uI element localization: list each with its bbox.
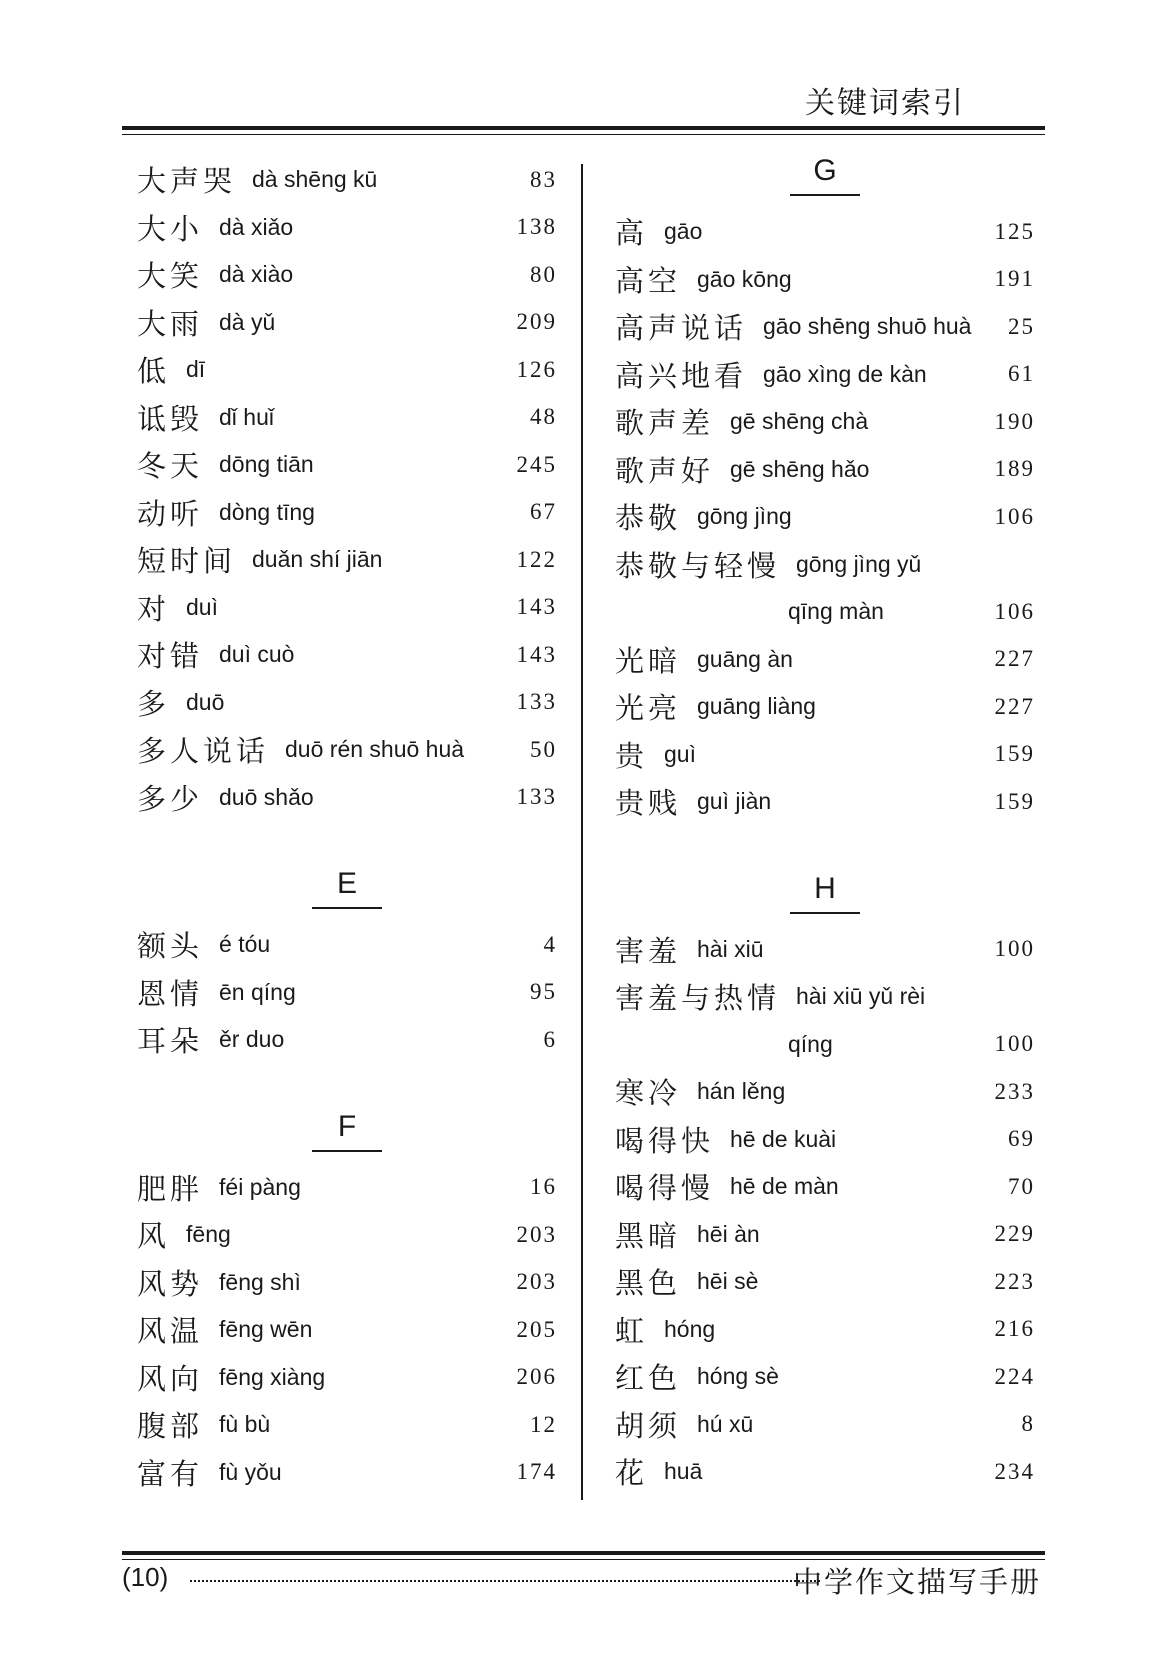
index-entry xyxy=(615,1211,1035,1259)
index-entry xyxy=(137,1164,557,1212)
entry-page-number: 159 xyxy=(994,788,1035,814)
index-entry xyxy=(137,1354,557,1402)
entry-page-number: 16 xyxy=(530,1174,557,1200)
section-gap xyxy=(137,821,557,861)
entry-term: 腹部 xyxy=(137,1409,204,1444)
entry-page-number: 50 xyxy=(530,736,557,762)
entry-pinyin: duì cuò xyxy=(219,641,295,668)
entry-pinyin: guāng àn xyxy=(697,645,793,672)
entry-pinyin: fēng xyxy=(186,1221,231,1248)
entry-pinyin: gāo shēng shuō huà xyxy=(763,313,972,340)
entry-term: 贵 xyxy=(615,738,649,773)
entry-pinyin: duō shǎo xyxy=(219,783,314,810)
entry-term: 喝得快 xyxy=(615,1123,715,1158)
entry-page-number: 100 xyxy=(994,1031,1035,1057)
entry-pinyin: guì jiàn xyxy=(697,788,772,815)
entry-page-number: 95 xyxy=(530,979,557,1005)
entry-term: 富有 xyxy=(137,1456,204,1491)
entry-page-number: 70 xyxy=(1008,1173,1035,1199)
index-entry xyxy=(137,394,557,442)
entry-pinyin: hài xiū yǔ rèi xyxy=(796,983,926,1010)
entry-page-number: 138 xyxy=(516,214,557,240)
entry-term: 恭敬 xyxy=(615,501,682,536)
index-entry xyxy=(137,1449,557,1497)
entry-term: 风向 xyxy=(137,1361,204,1396)
index-entry xyxy=(615,351,1035,399)
section-heading-g xyxy=(615,148,1035,208)
entry-term: 黑暗 xyxy=(615,1218,682,1253)
entry-page-number: 133 xyxy=(516,689,557,715)
entry-page-number: 206 xyxy=(516,1364,557,1390)
entry-pinyin: gē shēng chà xyxy=(730,408,869,435)
footer-rule-thick xyxy=(122,1551,1045,1555)
entry-term: 胡须 xyxy=(615,1408,682,1443)
header-rule-thin xyxy=(122,134,1045,135)
index-entry xyxy=(615,973,1035,1021)
section-f-list xyxy=(137,1164,557,1497)
index-entry xyxy=(615,256,1035,304)
entry-pinyin: gāo xyxy=(664,218,703,245)
entry-page-number: 122 xyxy=(516,546,557,572)
entry-term: 耳朵 xyxy=(137,1024,204,1059)
entry-page-number: 245 xyxy=(516,451,557,477)
entry-pinyin: hú xū xyxy=(697,1410,754,1437)
entry-pinyin: dī xyxy=(186,356,206,383)
entry-page-number: 125 xyxy=(994,218,1035,244)
section-gap xyxy=(137,1064,557,1104)
entry-page-number: 8 xyxy=(1021,1411,1035,1437)
entry-term: 寒冷 xyxy=(615,1076,682,1111)
entry-pinyin: hóng sè xyxy=(697,1363,779,1390)
header-rule-thick xyxy=(122,126,1045,130)
entry-page-number: 159 xyxy=(994,741,1035,767)
entry-term: 恭敬与轻慢 xyxy=(615,548,781,583)
index-entry xyxy=(137,1306,557,1354)
entry-page-number: 25 xyxy=(1008,313,1035,339)
entry-term: 贵贱 xyxy=(615,786,682,821)
index-entry xyxy=(137,584,557,632)
entry-pinyin: dòng tīng xyxy=(219,498,315,525)
entry-term: 红色 xyxy=(615,1361,682,1396)
index-entry xyxy=(137,679,557,727)
index-entry xyxy=(137,299,557,347)
index-entry xyxy=(137,1259,557,1307)
entry-term: 歌声差 xyxy=(615,406,715,441)
entry-term: 动听 xyxy=(137,496,204,531)
section-gap xyxy=(615,826,1035,866)
index-entry xyxy=(615,398,1035,446)
index-entry xyxy=(615,1258,1035,1306)
index-entry xyxy=(615,1116,1035,1164)
entry-pinyin: guì xyxy=(664,740,696,767)
entry-pinyin: féi pàng xyxy=(219,1173,301,1200)
entry-page-number: 83 xyxy=(530,166,557,192)
section-underline xyxy=(312,907,382,909)
entry-page-number: 106 xyxy=(994,503,1035,529)
entry-pinyin: hē de màn xyxy=(730,1173,839,1200)
section-heading-f xyxy=(137,1104,557,1164)
entry-term: 高声说话 xyxy=(615,311,748,346)
entry-page-number: 205 xyxy=(516,1316,557,1342)
entry-page-number: 4 xyxy=(543,931,557,957)
entry-term: 风 xyxy=(137,1219,171,1254)
entry-page-number: 227 xyxy=(994,646,1035,672)
entry-term: 风势 xyxy=(137,1266,204,1301)
entry-term: 肥胖 xyxy=(137,1171,204,1206)
entry-page-number: 203 xyxy=(516,1221,557,1247)
entry-pinyin: gāo xìng de kàn xyxy=(763,360,927,387)
entry-page-number: 48 xyxy=(530,404,557,430)
entry-pinyin: hē de kuài xyxy=(730,1125,837,1152)
entry-page-number: 233 xyxy=(994,1078,1035,1104)
entry-page-number: 6 xyxy=(543,1026,557,1052)
entry-page-number: 67 xyxy=(530,499,557,525)
page-number: (10) xyxy=(122,1562,169,1592)
entry-page-number: 12 xyxy=(530,1411,557,1437)
running-header-title: 关键词索引 xyxy=(805,86,965,121)
entry-term: 风温 xyxy=(137,1314,204,1349)
entry-pinyin: gōng jìng xyxy=(697,503,792,530)
entry-term: 恩情 xyxy=(137,976,204,1011)
entry-term: 光亮 xyxy=(615,691,682,726)
entry-term: 对 xyxy=(137,591,171,626)
section-underline xyxy=(790,912,860,914)
entry-term: 高 xyxy=(615,216,649,251)
entry-term: 害羞 xyxy=(615,933,682,968)
entry-page-number: 100 xyxy=(994,936,1035,962)
index-entry xyxy=(615,1068,1035,1116)
section-heading-e xyxy=(137,861,557,921)
entry-pinyin: fēng xiàng xyxy=(219,1363,326,1390)
entry-page-number: 224 xyxy=(994,1363,1035,1389)
entry-pinyin: hēi sè xyxy=(697,1268,759,1295)
entry-page-number: 234 xyxy=(994,1458,1035,1484)
index-entry-continuation xyxy=(615,588,1035,636)
entry-term: 多 xyxy=(137,686,171,721)
entry-pinyin: duō xyxy=(186,688,225,715)
entry-term: 大小 xyxy=(137,211,204,246)
entry-page-number: 126 xyxy=(516,356,557,382)
index-entry xyxy=(137,204,557,252)
entry-pinyin: duō rén shuō huà xyxy=(285,736,465,763)
entry-page-number: 143 xyxy=(516,641,557,667)
entry-pinyin: fēng shì xyxy=(219,1268,301,1295)
entry-term: 高兴地看 xyxy=(615,358,748,393)
section-letter: E xyxy=(336,867,357,900)
index-entry xyxy=(615,926,1035,974)
entry-term: 黑色 xyxy=(615,1266,682,1301)
book-title: 中学作文描写手册 xyxy=(792,1565,1041,1599)
section-underline xyxy=(312,1150,382,1152)
index-entry xyxy=(137,536,557,584)
index-entry xyxy=(137,1401,557,1449)
entry-pinyin: huā xyxy=(664,1458,703,1485)
entry-page-number: 223 xyxy=(994,1268,1035,1294)
entry-page-number: 227 xyxy=(994,693,1035,719)
entry-term: 短时间 xyxy=(137,544,237,579)
footer-dot-leader xyxy=(190,1580,820,1582)
entry-pinyin: dà xiào xyxy=(219,261,294,288)
section-e-list xyxy=(137,921,557,1064)
section-letter: F xyxy=(337,1109,357,1143)
index-entry xyxy=(615,1401,1035,1449)
index-entry xyxy=(615,1448,1035,1496)
entry-term: 虹 xyxy=(615,1313,649,1348)
entry-pinyin: fēng wēn xyxy=(219,1316,313,1343)
index-entry xyxy=(615,636,1035,684)
entry-pinyin: dà xiǎo xyxy=(219,213,294,240)
entry-pinyin: dà shēng kū xyxy=(252,166,378,193)
entry-page-number: 229 xyxy=(994,1221,1035,1247)
entry-pinyin: duì xyxy=(186,593,218,620)
column-divider xyxy=(581,164,583,1500)
index-entry xyxy=(615,731,1035,779)
entry-term: 花 xyxy=(615,1456,649,1491)
index-entry xyxy=(137,346,557,394)
index-entry xyxy=(137,774,557,822)
left-index-column xyxy=(137,156,557,1496)
index-entry-continuation xyxy=(615,1021,1035,1069)
entry-pinyin: dǐ huǐ xyxy=(219,403,274,430)
entry-pinyin: hóng xyxy=(664,1315,716,1342)
entry-pinyin: gē shēng hǎo xyxy=(730,455,870,482)
entry-term: 冬天 xyxy=(137,449,204,484)
entry-term: 大雨 xyxy=(137,306,204,341)
entry-pinyin: guāng liàng xyxy=(697,693,816,720)
index-entry xyxy=(137,969,557,1017)
entry-page-number: 174 xyxy=(516,1459,557,1485)
index-entry xyxy=(615,446,1035,494)
entry-page-number: 69 xyxy=(1008,1126,1035,1152)
right-index-column xyxy=(615,148,1035,1496)
entry-term: 多人说话 xyxy=(137,734,270,769)
index-entry xyxy=(615,778,1035,826)
entry-term: 歌声好 xyxy=(615,453,715,488)
entry-page-number: 216 xyxy=(994,1316,1035,1342)
index-entry xyxy=(615,208,1035,256)
entry-page-number: 143 xyxy=(516,594,557,620)
section-letter: G xyxy=(813,154,837,187)
index-entry xyxy=(615,1353,1035,1401)
entry-pinyin: ěr duo xyxy=(219,1026,285,1053)
entry-pinyin: gōng jìng yǔ xyxy=(796,550,922,577)
entry-pinyin: hài xiū xyxy=(697,935,764,962)
entry-pinyin: qīng màn xyxy=(788,598,884,625)
entry-term: 多少 xyxy=(137,781,204,816)
index-entry xyxy=(615,1306,1035,1354)
index-entry xyxy=(137,251,557,299)
entry-page-number: 209 xyxy=(516,309,557,335)
entry-term: 诋毁 xyxy=(137,401,204,436)
index-entry xyxy=(615,303,1035,351)
entry-pinyin: fù bù xyxy=(219,1411,271,1438)
entry-page-number: 61 xyxy=(1008,361,1035,387)
section-g-list xyxy=(615,208,1035,826)
entry-page-number: 80 xyxy=(530,261,557,287)
index-entry xyxy=(137,441,557,489)
index-entry xyxy=(615,493,1035,541)
entry-pinyin: dà yǔ xyxy=(219,308,276,335)
entry-pinyin: hán lěng xyxy=(697,1078,786,1105)
index-entry xyxy=(137,726,557,774)
entry-term: 高空 xyxy=(615,263,682,298)
entry-pinyin: fù yǒu xyxy=(219,1458,282,1485)
entry-pinyin: duǎn shí jiān xyxy=(252,546,383,573)
section-underline xyxy=(790,194,860,196)
entry-pinyin: é tóu xyxy=(219,931,271,958)
entry-pinyin: gāo kōng xyxy=(697,265,792,292)
entry-page-number: 191 xyxy=(994,266,1035,292)
index-entry xyxy=(137,631,557,679)
entry-term: 喝得慢 xyxy=(615,1171,715,1206)
entry-term: 大声哭 xyxy=(137,164,237,199)
entry-term: 低 xyxy=(137,354,171,389)
section-d-list xyxy=(137,156,557,821)
entry-pinyin: ēn qíng xyxy=(219,978,296,1005)
entry-pinyin: dōng tiān xyxy=(219,451,314,478)
entry-pinyin: hēi àn xyxy=(697,1220,760,1247)
index-entry xyxy=(137,1211,557,1259)
index-entry xyxy=(615,541,1035,589)
index-entry xyxy=(615,683,1035,731)
entry-page-number: 190 xyxy=(994,408,1035,434)
section-heading-h xyxy=(615,866,1035,926)
section-letter: H xyxy=(814,871,836,905)
index-entry xyxy=(615,1163,1035,1211)
entry-page-number: 189 xyxy=(994,456,1035,482)
entry-term: 大笑 xyxy=(137,259,204,294)
entry-page-number: 133 xyxy=(516,784,557,810)
entry-term: 额头 xyxy=(137,929,204,964)
index-entry xyxy=(137,156,557,204)
entry-page-number: 106 xyxy=(994,598,1035,624)
index-entry xyxy=(137,1016,557,1064)
entry-term: 光暗 xyxy=(615,643,682,678)
index-entry xyxy=(137,921,557,969)
entry-page-number: 203 xyxy=(516,1269,557,1295)
entry-pinyin: qíng xyxy=(788,1030,833,1057)
section-h-list xyxy=(615,926,1035,1496)
index-entry xyxy=(137,489,557,537)
entry-term: 对错 xyxy=(137,639,204,674)
entry-term: 害羞与热情 xyxy=(615,981,781,1016)
